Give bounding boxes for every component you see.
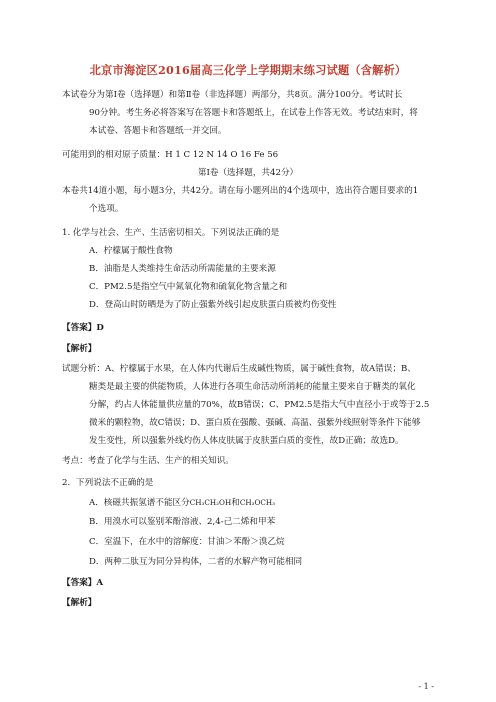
q2-analysis-label: 【解析】 (62, 598, 97, 608)
intro-line-2: 90分钟。考生务必将答案写在答题卡和答题纸上，在试卷上作答无效。考试结束时，将 (89, 108, 418, 118)
q1-analysis-line-3: 分解，约占人体能量供应量的70%，故B错误；C、PM2.5是指大气中直径小于或等于2.5 (89, 400, 430, 410)
q2-formula-ethanol: CH₃CH₂OH (189, 498, 232, 507)
q1-option-b: B．油脂是人类维持生命活动所需能量的主要来源 (89, 264, 276, 274)
document-title: 北京市海淀区2016届高三化学上学期期末练习试题（含解析） (89, 63, 407, 77)
q2-formula-dimethyl-ether: CH₃OCH₃ (239, 498, 276, 507)
q1-answer: 【答案】D (62, 323, 104, 333)
page-number: - 1 - (418, 682, 434, 691)
part1-desc-line-1: 本卷共14道小题，每小题3分，共42分。请在每小题列出的4个选项中，选出符合题目要求的1 (62, 186, 419, 196)
q1-stem: 1. 化学与社会、生产、生活密切相关。下列说法正确的是 (62, 228, 280, 238)
q2-answer: 【答案】A (62, 578, 104, 588)
q2-option-c: C．室温下，在水中的溶解度：甘油＞苯酚＞溴乙烷 (89, 537, 285, 547)
q1-analysis-label: 【解析】 (62, 344, 97, 354)
q1-analysis-line-2: 糖类是最主要的供能物质，人体进行各项生命活动所消耗的能量主要来自于糖类的氧化 (89, 382, 416, 392)
part1-desc-line-2: 个选项。 (89, 204, 124, 214)
q2-option-b: B．用溴水可以鉴别苯酚溶液、2,4-己二烯和甲苯 (89, 517, 276, 527)
atomic-masses: 可能用到的相对原子质量：H 1 C 12 N 14 O 16 Fe 56 (62, 150, 279, 160)
q1-analysis-line-4: 微米的颗粒物，故C错误；D、蛋白质在强酸、强碱、高温、强紫外线照射等条件下能够 (89, 418, 421, 428)
q1-kaodian: 考点：考查了化学与生活、生产的相关知识。 (62, 456, 234, 466)
q1-option-a: A．柠檬属于酸性食物 (89, 246, 173, 256)
q1-analysis-line-1: 试题分析：A、柠檬属于水果，在人体内代谢后生成碱性物质，属于碱性食物，故A错误；B、 (62, 364, 416, 374)
q2-option-d: D．两种二肽互为同分异构体，二者的水解产物可能相同 (89, 557, 303, 567)
q2-stem: 2．下列说法不正确的是 (62, 478, 154, 488)
q1-option-d: D．登高山时防晒是为了防止强紫外线引起皮肤蛋白质被灼伤变性 (89, 300, 337, 310)
q2-option-a (89, 497, 275, 509)
part1-heading: 第Ⅰ卷（选择题，共42分） (197, 168, 299, 178)
intro-line-1: 本试卷分为第Ⅰ卷（选择题）和第Ⅱ卷（非选择题）两部分，共8页。满分100分。考试时长 (62, 90, 403, 100)
intro-line-3: 本试卷、答题卡和答题纸一并交回。 (89, 126, 227, 136)
q2-option-a-and: 和 (231, 498, 240, 508)
q1-option-c: C．PM2.5是指空气中氮氧化物和硫氧化物含量之和 (89, 282, 288, 292)
q2-option-a-text: A．核磁共振氢谱不能区分 (89, 498, 190, 508)
q1-analysis-line-5: 发生变性，所以强紫外线灼伤人体皮肤属于皮肤蛋白质的变性，故D正确；故选D。 (89, 436, 404, 446)
